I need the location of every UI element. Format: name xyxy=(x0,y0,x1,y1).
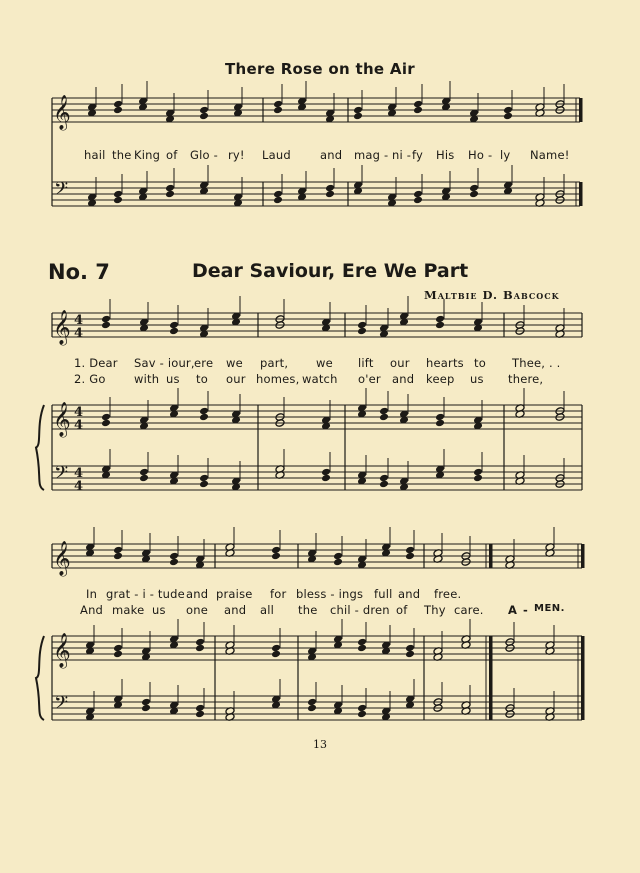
s2v2-word: chil - dren xyxy=(330,603,390,617)
bass-clef-icon: 𝄢 xyxy=(54,693,69,718)
s1v2-word: keep xyxy=(426,372,455,386)
s1v2-word: there, xyxy=(508,372,544,386)
final-barline xyxy=(489,544,493,568)
quarter-note xyxy=(357,327,367,336)
top-lyric-2: the xyxy=(112,148,132,162)
treble-clef-icon: 𝄞 xyxy=(53,633,71,668)
s2v2-word: care. xyxy=(454,603,484,617)
time-signature-numerator: 4 xyxy=(74,313,84,328)
s1v1-word: we xyxy=(226,356,243,370)
s1v1-word: our xyxy=(390,356,410,370)
s2v1-word: for xyxy=(270,587,287,601)
staff-s1-melody xyxy=(52,313,582,337)
s2v1-word: grat - i - tude xyxy=(106,587,185,601)
s2v2-word: - xyxy=(523,603,528,617)
quarter-note xyxy=(435,321,445,330)
staff-s2-bass xyxy=(52,696,582,720)
s1v2-word: us xyxy=(470,372,484,386)
quarter-note xyxy=(113,106,123,115)
quarter-note xyxy=(321,474,331,483)
staff-top-bass xyxy=(52,182,580,206)
s1v2-word: our xyxy=(226,372,246,386)
quarter-note xyxy=(473,474,483,483)
quarter-note xyxy=(357,710,367,719)
time-signature-numerator: 4 xyxy=(74,466,84,481)
staff-s2-treble xyxy=(52,636,582,660)
treble-clef-icon: 𝄞 xyxy=(53,402,71,437)
quarter-note xyxy=(271,650,281,659)
staff-s1-bass xyxy=(52,466,582,490)
quarter-note xyxy=(273,196,283,205)
quarter-note xyxy=(169,558,179,567)
quarter-note xyxy=(273,106,283,115)
quarter-note xyxy=(435,419,445,428)
staff-top-treble xyxy=(52,98,580,122)
quarter-note xyxy=(113,196,123,205)
s2v1-word: free. xyxy=(434,587,462,601)
quarter-note xyxy=(101,321,111,330)
s1v1-word: part, xyxy=(260,356,289,370)
treble-clef-icon: 𝄞 xyxy=(53,95,71,130)
s1v1-word: lift xyxy=(358,356,374,370)
quarter-note xyxy=(113,650,123,659)
time-signature-numerator: 4 xyxy=(74,405,84,420)
quarter-note xyxy=(271,552,281,561)
final-barline xyxy=(581,544,585,568)
s1v2-word: homes, xyxy=(256,372,300,386)
quarter-note xyxy=(165,190,175,199)
s1v1-word: to xyxy=(474,356,486,370)
final-barline xyxy=(579,98,583,122)
hymn-title: Dear Saviour, Ere We Part xyxy=(192,260,469,282)
top-lyric-7: Laud xyxy=(262,148,291,162)
top-lyric-3: King xyxy=(134,148,161,162)
quarter-note xyxy=(379,413,389,422)
s1v1-word: ere xyxy=(194,356,214,370)
top-lyric-13: Ho - xyxy=(468,148,493,162)
s1v1-word: 1. Dear xyxy=(74,356,118,370)
final-barline xyxy=(581,636,585,720)
hymn-author: Maltbie D. Babcock xyxy=(424,288,560,302)
quarter-note xyxy=(113,552,123,561)
s2v2-word: Thy xyxy=(424,603,446,617)
treble-clef-icon: 𝄞 xyxy=(53,541,71,576)
s2v1-word: and xyxy=(186,587,209,601)
top-lyric-10: ni - xyxy=(392,148,412,162)
top-lyric-11: fy xyxy=(412,148,424,162)
quarter-note xyxy=(413,196,423,205)
s2v1-word: full xyxy=(374,587,393,601)
s2v2-word: make xyxy=(112,603,145,617)
quarter-note xyxy=(101,419,111,428)
hymn-number: No. 7 xyxy=(48,260,110,284)
s1v2-word: and xyxy=(392,372,415,386)
s1v1-word: we xyxy=(316,356,333,370)
quarter-note xyxy=(413,106,423,115)
s2v1-word: bless - ings xyxy=(296,587,364,601)
s2v1-word: praise xyxy=(216,587,253,601)
brace-icon xyxy=(36,636,44,720)
quarter-note xyxy=(199,112,209,121)
s2v2-word: the xyxy=(298,603,318,617)
top-lyric-8: and xyxy=(320,148,343,162)
s1v1-word: Thee, . . xyxy=(512,356,561,370)
s2v1-word: and xyxy=(398,587,421,601)
quarter-note xyxy=(307,704,317,713)
quarter-note xyxy=(357,644,367,653)
quarter-note xyxy=(169,327,179,336)
quarter-note xyxy=(195,644,205,653)
time-signature-denominator: 4 xyxy=(74,326,84,341)
s2v2-word: us xyxy=(152,603,166,617)
quarter-note xyxy=(469,190,479,199)
quarter-note xyxy=(333,558,343,567)
treble-clef-icon: 𝄞 xyxy=(53,310,71,345)
top-lyric-9: mag - xyxy=(354,148,389,162)
quarter-note xyxy=(141,704,151,713)
s1v2-word: with xyxy=(134,372,160,386)
s2v1-word: In xyxy=(86,587,98,601)
s2v2-word: A xyxy=(508,603,518,617)
s2v2-word: of xyxy=(396,603,408,617)
quarter-note xyxy=(503,112,513,121)
brace-icon xyxy=(36,405,44,490)
s2v2-word: And xyxy=(80,603,104,617)
s2v2-word: MEN. xyxy=(534,603,565,614)
s1v1-word: Sav - iour, xyxy=(134,356,195,370)
quarter-note xyxy=(379,480,389,489)
final-barline xyxy=(489,636,493,720)
top-hymn-title: There Rose on the Air xyxy=(225,60,415,78)
time-signature-denominator: 4 xyxy=(74,418,84,433)
top-lyric-6: ry! xyxy=(228,148,245,162)
quarter-note xyxy=(325,190,335,199)
top-lyric-15: Name! xyxy=(530,148,570,162)
top-lyric-1: hail xyxy=(84,148,106,162)
quarter-note xyxy=(139,474,149,483)
bass-clef-icon: 𝄢 xyxy=(54,463,69,488)
quarter-note xyxy=(353,112,363,121)
s1v2-word: to xyxy=(196,372,208,386)
time-signature-denominator: 4 xyxy=(74,479,84,494)
quarter-note xyxy=(199,413,209,422)
s1v1-word: hearts xyxy=(426,356,464,370)
top-lyric-4: of xyxy=(166,148,178,162)
final-barline xyxy=(579,182,583,206)
s1v2-word: us xyxy=(166,372,180,386)
quarter-note xyxy=(405,650,415,659)
s2v2-word: and xyxy=(224,603,247,617)
top-lyric-14: ly xyxy=(500,148,511,162)
bass-clef-icon: 𝄢 xyxy=(54,179,69,204)
s1v2-word: 2. Go xyxy=(74,372,106,386)
quarter-note xyxy=(405,552,415,561)
quarter-note xyxy=(199,480,209,489)
staff-s2-melody xyxy=(52,544,582,568)
staff-s1-treble xyxy=(52,405,582,429)
quarter-note xyxy=(195,710,205,719)
s1v2-word: o'er xyxy=(358,372,381,386)
s2v2-word: all xyxy=(260,603,275,617)
s2v2-word: one xyxy=(186,603,208,617)
top-lyric-5: Glo - xyxy=(190,148,218,162)
page-number: 13 xyxy=(313,738,327,751)
top-lyric-12: His xyxy=(436,148,455,162)
s1v2-word: watch xyxy=(302,372,338,386)
